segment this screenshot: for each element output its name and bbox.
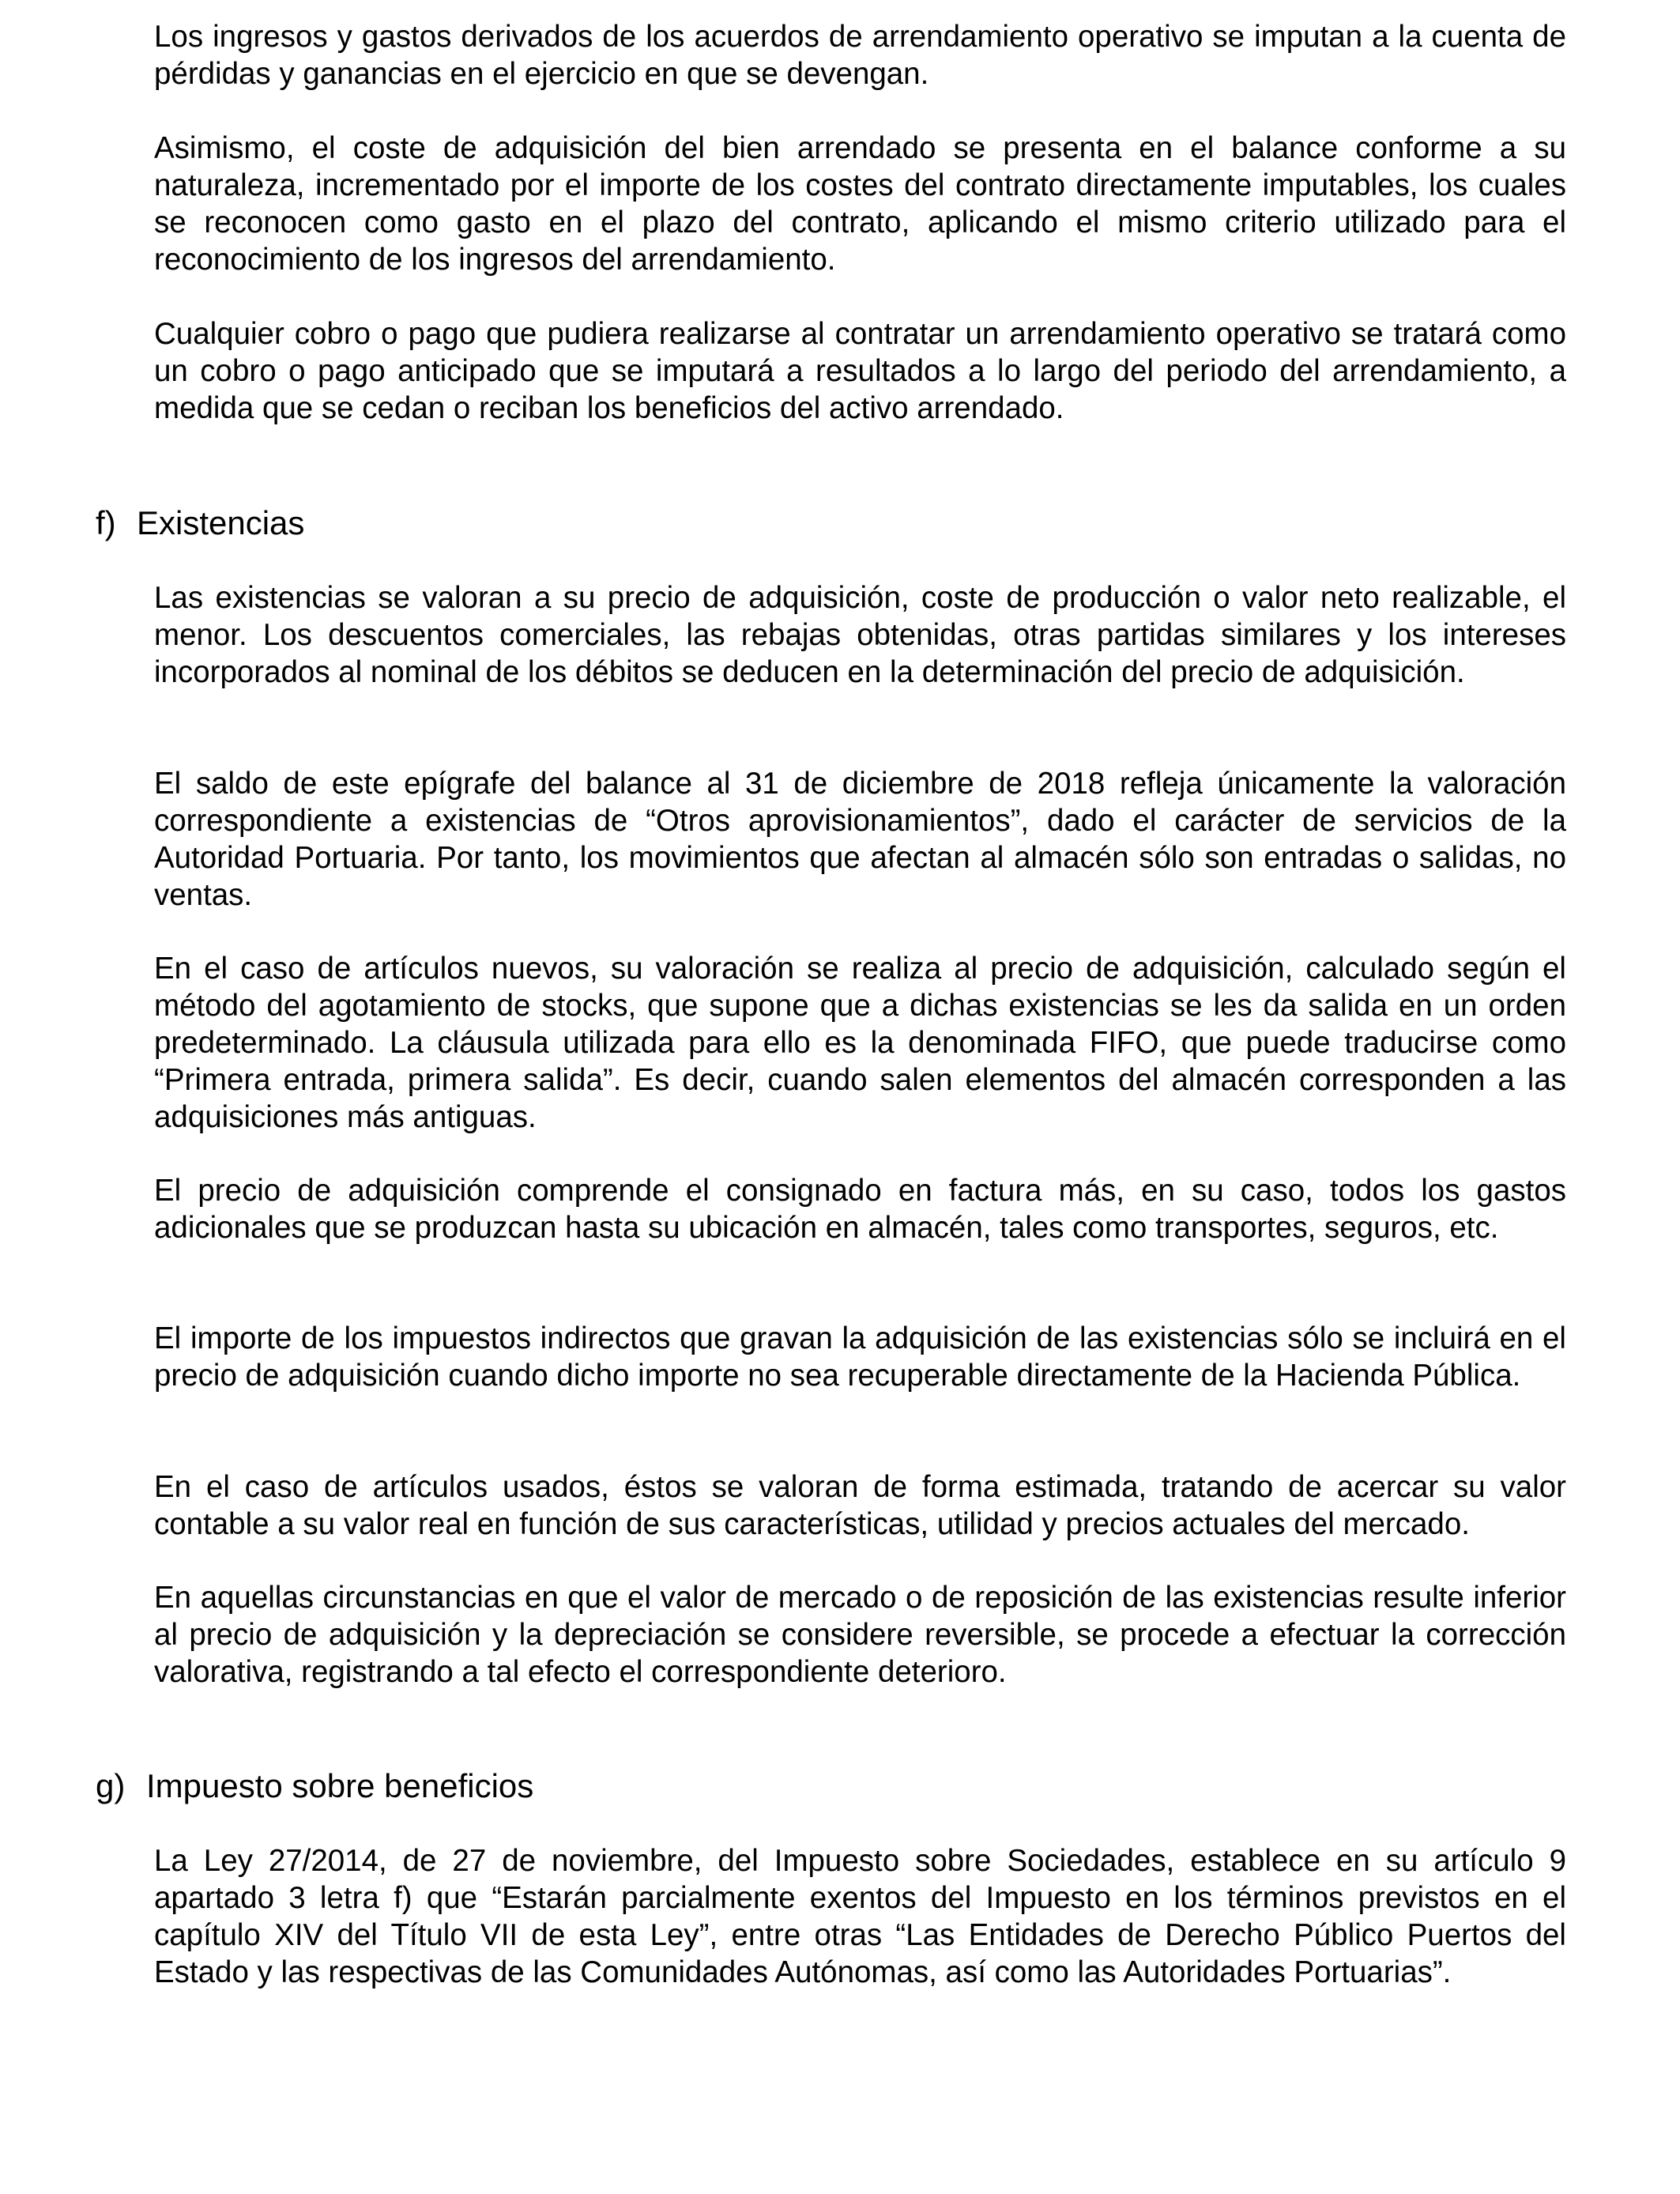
paragraph-corporate-tax-law: La Ley 27/2014, de 27 de noviembre, del Impuesto sobre Sociedades, establece en su artículo 9 apartado 3 letra f) que “Estarán parcialmente exentos del Impuesto en los términos previstos en el capítulo XIV del Título VII de esta Ley”, entre otras “Las Entidades de Derecho Público Puertos del Estado y las respectivas de las Comunidades Autónomas, así como las Autoridades Portuarias”. [154,1844,1566,1989]
paragraph-indirect-taxes: El importe de los impuestos indirectos que gravan la adquisición de las existencias sólo se incluirá en el precio de adquisición cuando dicho importe no sea recuperable directamente de la Hacienda Pública. [154,1321,1566,1393]
section-title: Impuesto sobre beneficios [146,1767,534,1804]
paragraph-inventory-valuation: Las existencias se valoran a su precio de adquisición, coste de producción o valor neto realizable, el menor. Los descuentos comerciales, las rebajas obtenidas, otras partidas similares y los intereses incorporados al nominal de los débitos se deducen en la determinación del precio de adquisición. [154,581,1566,689]
section-heading-impuesto-beneficios [96,1766,533,1806]
section-title: Existencias [137,504,305,541]
paragraph-used-items: En el caso de artículos usados, éstos se valoran de forma estimada, tratando de acercar su valor contable a su valor real en función de sus características, utilidad y precios actuales del mercado. [154,1470,1566,1541]
paragraph-lease-advance-payment: Cualquier cobro o pago que pudiera realizarse al contratar un arrendamiento operativo se tratará como un cobro o pago anticipado que se imputará a resultados a lo largo del periodo del arrendamiento, a medida que se cedan o reciban los beneficios del activo arrendado. [154,317,1566,425]
paragraph-operating-lease-income: Los ingresos y gastos derivados de los acuerdos de arrendamiento operativo se imputan a la cuenta de pérdidas y ganancias en el ejercicio en que se devengan. [154,20,1566,91]
section-heading-existencias [96,503,304,543]
paragraph-new-items-fifo: En el caso de artículos nuevos, su valoración se realiza al precio de adquisición, calculado según el método del agotamiento de stocks, que supone que a dichas existencias se les da salida en un orden predeterminado. La cláusula utilizada para ello es la denominada FIFO, que puede traducirse como “Primera entrada, primera salida”. Es decir, cuando salen elementos del almacén corresponden a las adquisiciones más antiguas. [154,952,1566,1134]
paragraph-impairment: En aquellas circunstancias en que el valor de mercado o de reposición de las existencias resulte inferior al precio de adquisición y la depreciación se considere reversible, se procede a efectuar la corrección valorativa, registrando a tal efecto el correspondiente deterioro. [154,1581,1566,1689]
paragraph-acquisition-price: El precio de adquisición comprende el consignado en factura más, en su caso, todos los gastos adicionales que se produzcan hasta su ubicación en almacén, tales como transportes, seguros, etc. [154,1174,1566,1245]
section-letter: f) [96,504,116,541]
paragraph-lease-acquisition-cost: Asimismo, el coste de adquisición del bien arrendado se presenta en el balance conforme a su naturaleza, incrementado por el importe de los costes del contrato directamente imputables, los cuales se reconocen como gasto en el plazo del contrato, aplicando el mismo criterio utilizado para el reconocimiento de los ingresos del arrendamiento. [154,131,1566,277]
section-letter: g) [96,1767,126,1804]
paragraph-inventory-balance: El saldo de este epígrafe del balance al 31 de diciembre de 2018 refleja únicamente la valoración correspondiente a existencias de “Otros aprovisionamientos”, dado el carácter de servicios de la Autoridad Portuaria. Por tanto, los movimientos que afectan al almacén sólo son entradas o salidas, no ventas. [154,767,1566,912]
